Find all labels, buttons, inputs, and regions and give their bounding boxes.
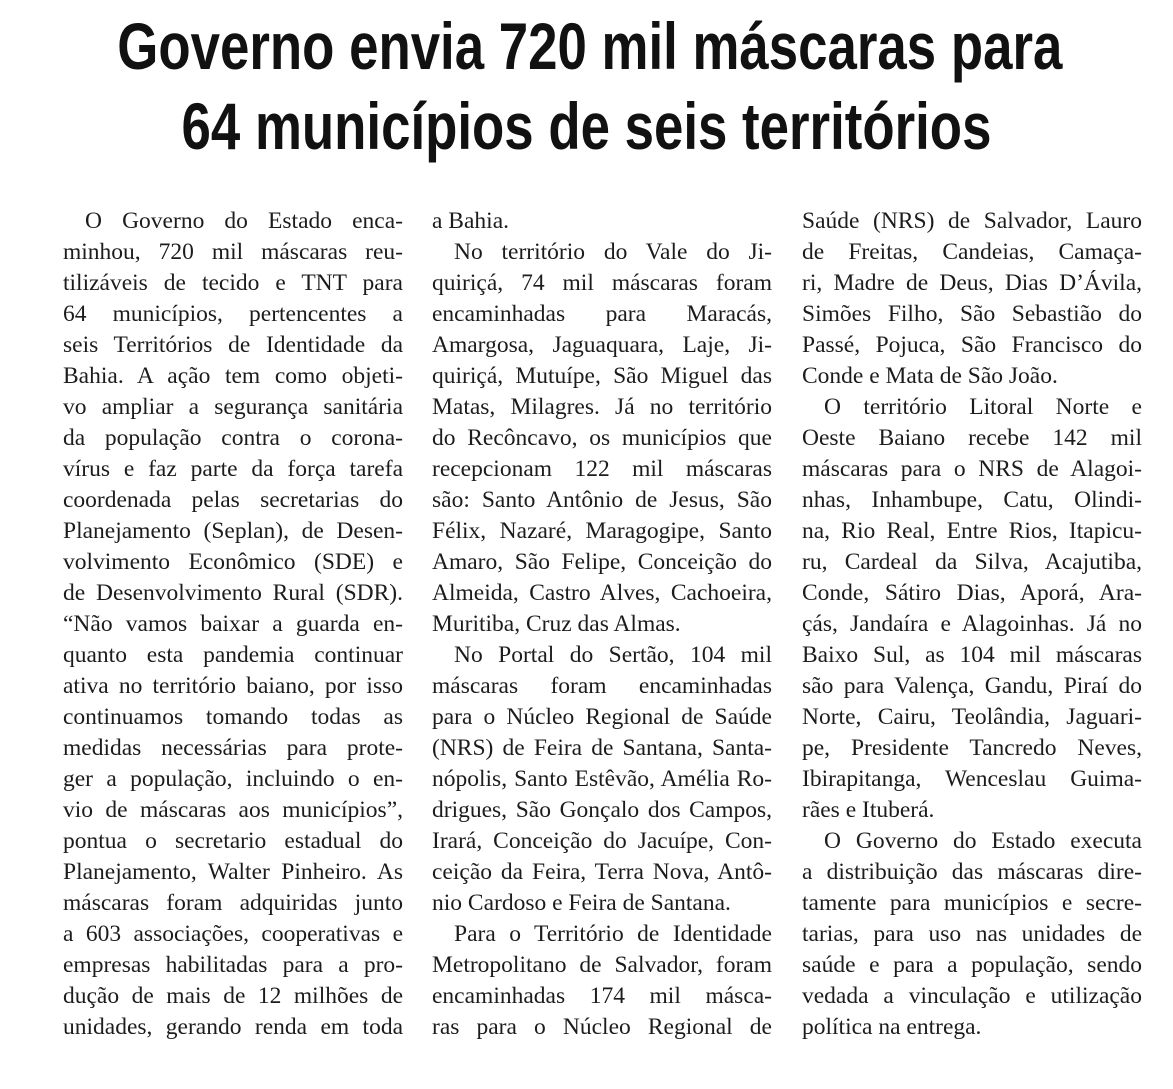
text-line: 64 municípios, pertencentes a (63, 301, 403, 327)
text-line: Passé, Pojuca, São Francisco do (802, 332, 1142, 358)
text-line: vio de máscaras aos municípios”, (63, 797, 403, 823)
text-line: Norte, Cairu, Teolândia, Jaguari- (802, 704, 1142, 730)
text-line: tarias, para uso nas unidades de (802, 921, 1142, 947)
text-line: pontua o secretario estadual do (63, 828, 403, 854)
text-line: No Portal do Sertão, 104 mil (454, 642, 772, 668)
text-line: máscaras foram adquiridas junto (63, 890, 403, 916)
text-line: Oeste Baiano recebe 142 mil (802, 425, 1142, 451)
text-line: ativa no território baiano, por isso (63, 673, 403, 699)
text-line: O Governo do Estado enca- (85, 208, 403, 234)
text-line: nópolis, Santo Estêvão, Amélia Ro- (432, 766, 772, 792)
text-line: Baixo Sul, as 104 mil máscaras (802, 642, 1142, 668)
text-line: na, Rio Real, Entre Rios, Itapicu- (802, 518, 1142, 544)
text-line: Muritiba, Cruz das Almas. (432, 611, 681, 637)
text-line: Amaro, São Felipe, Conceição do (432, 549, 772, 575)
text-line: Planejamento, Walter Pinheiro. As (63, 859, 403, 885)
text-line: nio Cardoso e Feira de Santana. (432, 890, 731, 916)
text-line: a Bahia. (432, 208, 509, 234)
text-line: recepcionam 122 mil máscaras (432, 456, 772, 482)
text-line: pe, Presidente Tancredo Neves, (802, 735, 1142, 761)
text-line: empresas habilitadas para a pro- (63, 952, 403, 978)
text-line: “Não vamos baixar a guarda en- (63, 611, 403, 637)
text-line: ceição da Feira, Terra Nova, Antô- (432, 859, 772, 885)
text-line: quiriçá, 74 mil máscaras foram (432, 270, 772, 296)
text-line: drigues, São Gonçalo dos Campos, (432, 797, 772, 823)
text-line: coordenada pelas secretarias do (63, 487, 403, 513)
text-line: volvimento Econômico (SDE) e (63, 549, 403, 575)
article-column-2 (432, 206, 772, 1043)
text-line: são para Valença, Gandu, Piraí do (802, 673, 1142, 699)
text-line: ras para o Núcleo Regional de (432, 1014, 772, 1040)
text-line: quiriçá, Mutuípe, São Miguel das (432, 363, 772, 389)
text-line: de Freitas, Candeias, Camaça- (802, 239, 1142, 265)
text-line: Ibirapitanga, Wenceslau Guima- (802, 766, 1142, 792)
text-line: são: Santo Antônio de Jesus, São (432, 487, 772, 513)
text-line: encaminhadas 174 mil másca- (432, 983, 772, 1009)
text-line: vírus e faz parte da força tarefa (63, 456, 403, 482)
text-line: unidades, gerando renda em toda (63, 1014, 403, 1040)
text-line: nhas, Inhambupe, Catu, Olindi- (802, 487, 1142, 513)
text-line: vedada a vinculação e utilização (802, 983, 1142, 1009)
headline (0, 6, 1173, 166)
article-column-1 (63, 206, 403, 1043)
text-line: ger a população, incluindo o en- (63, 766, 403, 792)
text-line: Planejamento (Seplan), de Desen- (63, 518, 403, 544)
text-line: encaminhadas para Maracás, (432, 301, 772, 327)
headline-line: 64 municípios de seis territórios (181, 89, 992, 163)
text-line: O território Litoral Norte e (824, 394, 1142, 420)
text-line: dução de mais de 12 milhões de (63, 983, 403, 1009)
text-line: tamente para municípios e secre- (802, 890, 1142, 916)
text-line: do Recôncavo, os municípios que (432, 425, 772, 451)
text-line: No território do Vale do Ji- (454, 239, 772, 265)
text-line: máscaras para o NRS de Alagoi- (802, 456, 1142, 482)
headline-line: Governo envia 720 mil máscaras para (117, 9, 1063, 83)
text-line: máscaras foram encaminhadas (432, 673, 772, 699)
text-line: Amargosa, Jaguaquara, Laje, Ji- (432, 332, 772, 358)
text-line: da população contra o corona- (63, 425, 403, 451)
text-line: Irará, Conceição do Jacuípe, Con- (432, 828, 772, 854)
text-line: quanto esta pandemia continuar (63, 642, 403, 668)
text-line: política na entrega. (802, 1014, 982, 1040)
text-line: Metropolitano de Salvador, foram (432, 952, 772, 978)
text-line: Bahia. A ação tem como objeti- (63, 363, 403, 389)
text-line: minhou, 720 mil máscaras reu- (63, 239, 403, 265)
text-line: Conde e Mata de São João. (802, 363, 1058, 389)
text-line: Matas, Milagres. Já no território (432, 394, 772, 420)
text-line: a distribuição das máscaras dire- (802, 859, 1142, 885)
text-line: Félix, Nazaré, Maragogipe, Santo (432, 518, 772, 544)
text-line: Conde, Sátiro Dias, Aporá, Ara- (802, 580, 1142, 606)
text-line: saúde e para a população, sendo (802, 952, 1142, 978)
text-line: ru, Cardeal da Silva, Acajutiba, (802, 549, 1142, 575)
text-line: tilizáveis de tecido e TNT para (63, 270, 403, 296)
text-line: rães e Ituberá. (802, 797, 935, 823)
text-line: para o Núcleo Regional de Saúde (432, 704, 772, 730)
text-line: de Desenvolvimento Rural (SDR). (63, 580, 403, 606)
text-line: ri, Madre de Deus, Dias D’Ávila, (802, 270, 1142, 296)
text-line: çás, Jandaíra e Alagoinhas. Já no (802, 611, 1142, 637)
text-line: a 603 associações, cooperativas e (63, 921, 403, 947)
article-column-3 (802, 206, 1142, 1043)
text-line: vo ampliar a segurança sanitária (63, 394, 403, 420)
text-line: seis Territórios de Identidade da (63, 332, 403, 358)
text-line: continuamos tomando todas as (63, 704, 403, 730)
text-line: Saúde (NRS) de Salvador, Lauro (802, 208, 1142, 234)
text-line: O Governo do Estado executa (824, 828, 1142, 854)
text-line: Simões Filho, São Sebastião do (802, 301, 1142, 327)
text-line: medidas necessárias para prote- (63, 735, 403, 761)
text-line: Almeida, Castro Alves, Cachoeira, (432, 580, 772, 606)
text-line: (NRS) de Feira de Santana, Santa- (432, 735, 772, 761)
text-line: Para o Território de Identidade (454, 921, 772, 947)
